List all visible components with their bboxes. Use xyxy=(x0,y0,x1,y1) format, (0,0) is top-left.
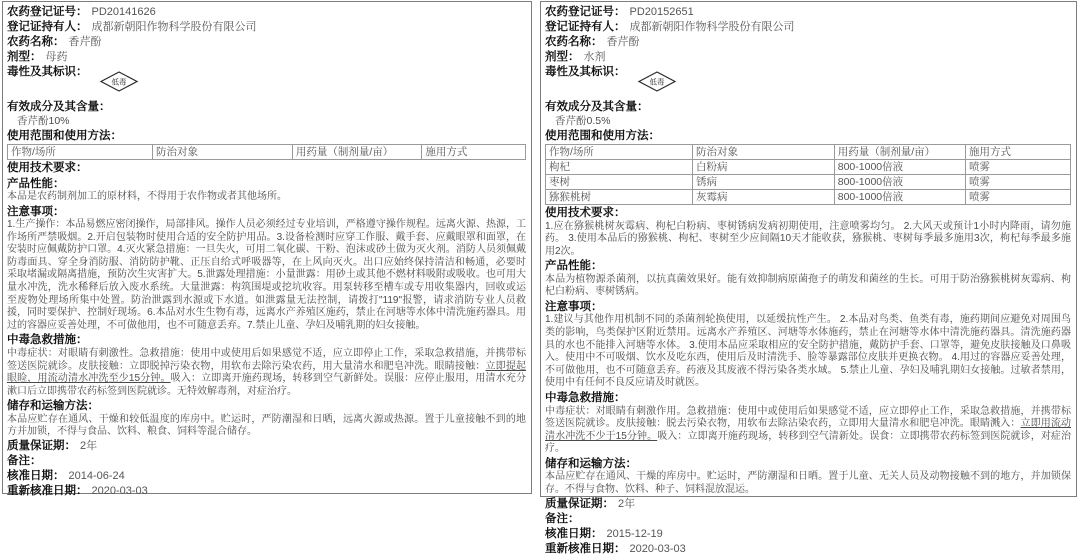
performance-section-title: 产品性能： xyxy=(7,177,65,190)
cell-target: 锈病 xyxy=(693,175,835,190)
cell-method: 喷雾 xyxy=(966,175,1071,190)
storage-section-title: 储存和运输方法： xyxy=(545,457,637,470)
first-aid-text xyxy=(7,348,526,398)
usage-table-row xyxy=(546,190,1071,205)
ingredient-section-title: 有效成分及其含量： xyxy=(545,101,649,113)
registration-number-value: PD20141626 xyxy=(91,6,156,18)
cell-dosage: 800-1000倍液 xyxy=(834,175,965,190)
precautions-section-title: 注意事项： xyxy=(7,205,65,218)
ingredient-value: 香芹酚10% xyxy=(17,114,70,127)
usage-section-title: 使用范围和使用方法： xyxy=(7,129,122,142)
first-aid-underlined: 立即提起眼睑，用流动清水冲洗至少15分钟。 xyxy=(7,360,527,385)
col-dosage: 用药量（制剂量/亩） xyxy=(292,145,422,160)
toxicity-label: 毒性及其标识： xyxy=(545,66,626,78)
reapproval-date-line xyxy=(7,484,526,499)
warranty-line xyxy=(545,497,1071,512)
performance-section-title: 产品性能： xyxy=(545,260,603,273)
registration-number-label: 农药登记证号： xyxy=(7,6,88,18)
cell-target: 灰霉病 xyxy=(693,190,835,205)
pesticide-name-value: 香芹酚 xyxy=(606,36,640,48)
first-aid-text-part2: 吸入：立即离开施药现场，转移到空气新鲜处。误服：应停止服用，用清水充分漱口后立即携带农药标签到医院就诊。无特效解毒剂，对症治疗。 xyxy=(7,373,527,397)
cell-target: 白粉病 xyxy=(693,160,835,175)
toxicity-line xyxy=(545,65,1071,99)
warranty-label: 质量保证期： xyxy=(545,497,614,510)
registration-number-line xyxy=(7,5,526,20)
holder-label: 登记证持有人： xyxy=(7,21,88,33)
remark-label: 备注： xyxy=(545,512,580,525)
precautions-text: 1.建议与其他作用机制不同的杀菌剂轮换使用，以延缓抗性产生。 2.本品对鸟类、鱼类有毒，施药期间应避免对周围鸟类的影响，鸟类保护区附近禁用。远离水产养殖区、河塘等水体施药，禁止在河塘等水体中清洗施药器具。清洗施药器具的水也不能排入河塘等水体。 3.使用本品应采取相应的安全防护措施，戴防护手套、口罩等，避免皮肤接触及口鼻吸入。使用中不可吸烟、饮水及吃东西，使用后及时清洗手、脸等暴露部位皮肤并更换衣物。 4.用过的容器应妥善处理，不可做他用，也不可随意丢弃。药液及其废液不得污染各类水域。 5.禁止儿童、孕妇及哺乳期妇女接触。过敏者禁用，使用中有任何不良反应请及时就医。 xyxy=(545,314,1071,389)
cell-dosage: 800-1000倍液 xyxy=(834,160,965,175)
storage-text: 本品应贮存在通风、干燥的库房中。贮运时，严防潮湿和日晒。置于儿童、无关人员及动物接触不到的地方，并加锁保存。不得与食物、饮料、种子、饲料混放混运。 xyxy=(545,471,1071,495)
precautions-section-title: 注意事项： xyxy=(545,300,603,313)
reapproval-date-label: 重新核准日期： xyxy=(7,485,88,497)
approval-date-value: 2015-12-19 xyxy=(606,527,663,540)
formulation-line xyxy=(545,50,1071,65)
ingredient-value: 香芹酚0.5% xyxy=(555,114,611,127)
pesticide-name-label: 农药名称： xyxy=(545,36,603,48)
holder-value: 成都新朝阳作物科学股份有限公司 xyxy=(91,21,257,33)
col-method: 施用方式 xyxy=(966,145,1071,160)
tech-section-title: 使用技术要求： xyxy=(7,162,88,174)
first-aid-text-part2: 吸入：立即离开施药现场，转移到空气清新处。误食：立即携带农药标签到医院就诊，对症治疗。 xyxy=(545,430,1072,455)
low-toxicity-diamond-icon xyxy=(638,71,676,92)
performance-text: 本品是农药制剂加工的原材料，不得用于农作物或者其他场所。 xyxy=(7,191,287,202)
first-aid-section-title: 中毒急救措施： xyxy=(7,334,88,347)
cell-crop: 枸杞 xyxy=(546,160,693,175)
col-crop: 作物/场所 xyxy=(8,145,153,160)
remark-line xyxy=(545,512,1071,527)
ingredient-section-title: 有效成分及其含量： xyxy=(7,101,111,113)
storage-text: 本品应贮存在通风、干燥和较低温度的库房中。贮运时，严防潮湿和日晒，远离火源或热源。置于儿童接触不到的地方并加锁，不得与食品、饮料、粮食、饲料等混合储存。 xyxy=(7,413,526,438)
first-aid-text-part1: 中毒症状：对眼睛有刺激性。急救措施：使用中或使用后如果感觉不适，应立即停止工作，采取急救措施，并携带标签送医院就诊。皮肤接触：立即脱掉污染衣物，用软布去除污染农药，用大量清水和肥皂冲洗。眼睛接触： xyxy=(7,347,526,372)
registration-number-label: 农药登记证号： xyxy=(545,6,626,18)
cell-method: 喷雾 xyxy=(966,190,1071,205)
warranty-value: 2年 xyxy=(618,497,636,510)
col-method: 施用方式 xyxy=(422,145,526,160)
pesticide-name-line xyxy=(545,35,1071,50)
first-aid-section-title: 中毒急救措施： xyxy=(545,392,626,405)
reapproval-date-line xyxy=(545,542,1071,557)
toxicity-line xyxy=(7,65,526,99)
approval-date-label: 核准日期： xyxy=(7,470,65,482)
warranty-label: 质量保证期： xyxy=(7,440,76,452)
reapproval-date-value: 2020-03-03 xyxy=(629,542,686,555)
cell-dosage: 800-1000倍液 xyxy=(834,190,965,205)
holder-line xyxy=(545,20,1071,35)
svg-text:低毒: 低毒 xyxy=(111,77,126,87)
usage-table-row xyxy=(546,160,1071,175)
pesticide-name-value: 香芹酚 xyxy=(68,36,102,48)
warranty-line xyxy=(7,439,526,454)
low-toxicity-diamond-icon xyxy=(100,71,138,92)
pesticide-label-right xyxy=(540,1,1077,555)
first-aid-text-part1: 中毒症状：对眼睛有刺激作用。急救措施：使用中或使用后如果感觉不适，应立即停止工作，采取急救措施，并携带标签送医院就诊。皮肤接触：脱去污染衣物，用软布去除沾染农药，立即用大量清水和肥皂冲洗。眼睛溅入： xyxy=(545,405,1071,430)
remark-label: 备注： xyxy=(7,455,42,467)
first-aid-text xyxy=(545,406,1071,456)
cell-crop: 枣树 xyxy=(546,175,693,190)
usage-table-header-row xyxy=(546,145,1071,160)
approval-date-line xyxy=(545,527,1071,542)
tech-section-title: 使用技术要求： xyxy=(545,207,626,219)
warranty-value: 2年 xyxy=(80,440,98,452)
pesticide-name-label: 农药名称： xyxy=(7,36,65,48)
usage-table xyxy=(545,144,1071,205)
col-target: 防治对象 xyxy=(693,145,835,160)
reapproval-date-label: 重新核准日期： xyxy=(545,542,626,555)
formulation-value: 母药 xyxy=(45,51,68,63)
pesticide-name-line xyxy=(7,35,526,50)
formulation-line xyxy=(7,50,526,65)
holder-value: 成都新朝阳作物科学股份有限公司 xyxy=(629,21,795,33)
remark-line xyxy=(7,454,526,469)
usage-table-row xyxy=(546,175,1071,190)
cell-crop: 猕猴桃树 xyxy=(546,190,693,205)
storage-section-title: 储存和运输方法： xyxy=(7,400,99,413)
usage-table-header-row xyxy=(8,145,526,160)
pesticide-label-left xyxy=(2,1,532,497)
registration-number-value: PD20152651 xyxy=(629,6,694,18)
col-crop: 作物/场所 xyxy=(546,145,693,160)
approval-date-label: 核准日期： xyxy=(545,527,603,540)
first-aid-underlined: 立即用流动清水冲洗不少于15分钟。 xyxy=(545,418,1072,442)
formulation-value: 水剂 xyxy=(583,51,606,63)
usage-table xyxy=(7,144,526,160)
col-target: 防治对象 xyxy=(153,145,293,160)
formulation-label: 剂型： xyxy=(7,51,42,63)
approval-date-line xyxy=(7,469,526,484)
toxicity-label: 毒性及其标识： xyxy=(7,66,88,78)
tech-text: 1.应在猕猴桃树灰霉病、枸杞白粉病、枣树锈病发病初期使用，注意喷雾均匀。 2.大风天或预计1小时内降雨，请勿施药。 3.使用本品后的猕猴桃、枸杞、枣树至少应间隔10天才能收获，猕猴桃、枣树每季最多施用3次，枸杞每季最多施用2次。 xyxy=(545,220,1071,257)
holder-line xyxy=(7,20,526,35)
cell-method: 喷雾 xyxy=(966,160,1071,175)
performance-text: 本品为植物源杀菌剂，以抗真菌效果好。能有效抑制病原菌孢子的萌发和菌丝的生长。可用于防治猕猴桃树灰霉病、枸杞白粉病、枣树锈病。 xyxy=(545,273,1071,298)
usage-section-title: 使用范围和使用方法： xyxy=(545,129,660,142)
svg-text:低毒: 低毒 xyxy=(649,77,664,87)
reapproval-date-value: 2020-03-03 xyxy=(91,485,148,497)
formulation-label: 剂型： xyxy=(545,51,580,63)
approval-date-value: 2014-06-24 xyxy=(68,470,125,482)
precautions-text: 1.生产操作：本品易燃应密闭操作，局部排风。操作人员必须经过专业培训，严格遵守操作规程。远离火源、热源，工作场所严禁吸烟。2.开启包装物时使用合适的安全防护用品。3.设备检测时应穿工作服、戴手套、应戴眼罩和面罩，在安装时应佩戴防护口罩。4.灭火紧急措施：一旦失火，可用二氧化碳、干粉、泡沫或砂土做为灭火剂。消防人员须佩戴防毒面具、穿全身消防服、消防防护靴、正压自给式呼吸器等，在上风向灭火。出口应始终保持清洁和畅通，必要时采取堵漏或隔离措施，预防次生灾害扩大。5.泄露处理措施：小量泄露：用砂土或其他不燃材料吸附或吸收。也可用大量水冲洗，洗水稀释后放入废水系统。大量泄露：构筑围堤或挖坑收容。用泵转移至槽车或专用收集器内，回收或运至废物处理场所集中处置。防治泄露到水源或下水道。如泄露量无法控制，请拨打"119"报警，请求消防专业人员救援，同时要保护、控制好现场。6.本品对水生生物有毒，远离水产养殖区施药，禁止在河塘等水体中清洗施药器具。用过的容器应妥善处理，不可做他用，也不可随意丢弃。7.禁止儿童、孕妇及哺乳期的妇女接触。 xyxy=(7,219,526,331)
holder-label: 登记证持有人： xyxy=(545,21,626,33)
registration-number-line xyxy=(545,5,1071,20)
col-dosage: 用药量（制剂量/亩） xyxy=(834,145,965,160)
